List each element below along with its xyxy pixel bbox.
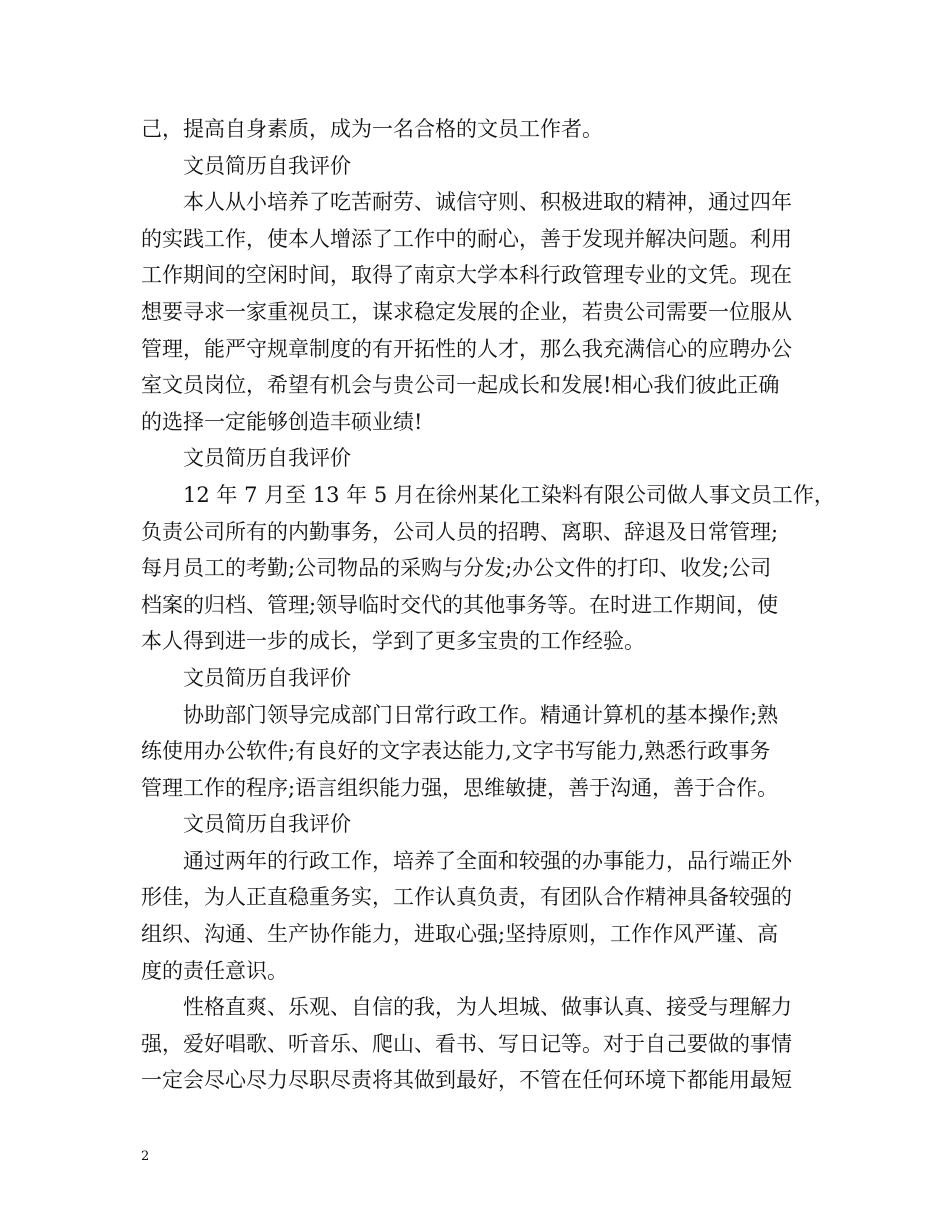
text-line: 想要寻求一家重视员工，谋求稳定发展的企业，若贵公司需要一位服从 <box>141 299 792 324</box>
text-line: 室文员岗位，希望有机会与贵公司一起成长和发展!相心我们彼此正确 <box>141 373 780 398</box>
text-line: 每月员工的考勤;公司物品的采购与分发;办公文件的打印、收发;公司 <box>141 556 772 581</box>
text-line: 协助部门领导完成部门日常行政工作。精通计算机的基本操作;熟 <box>183 702 779 727</box>
text-line: 强，爱好唱歌、听音乐、爬山、看书、写日记等。对于自己要做的事情 <box>141 1031 792 1056</box>
text-line: 的实践工作，使本人增添了工作中的耐心，善于发现并解决问题。利用 <box>141 226 792 251</box>
text-line: 己，提高自身素质，成为一名合格的文员工作者。 <box>141 117 603 141</box>
text-line: 的选择一定能够创造丰硕业绩! <box>141 409 423 434</box>
text-line: 文员简历自我评价 <box>183 446 351 471</box>
text-line: 组织、沟通、生产协作能力，进取心强;坚持原则，工作作风严谨、高 <box>141 922 779 947</box>
text-line: 档案的归档、管理;领导临时交代的其他事务等。在时进工作期间，使 <box>141 592 779 617</box>
text-line: 负责公司所有的内勤事务，公司人员的招聘、离职、辞退及日常管理; <box>141 519 779 544</box>
text-line: 性格直爽、乐观、自信的我，为人坦城、做事认真、接受与理解力 <box>183 995 792 1020</box>
text-line: 度的责任意识。 <box>141 958 288 983</box>
text-line: 形佳，为人正直稳重务实，工作认真负责，有团队合作精神具备较强的 <box>141 885 792 910</box>
text-line: 本人从小培养了吃苦耐劳、诚信守则、积极进取的精神，通过四年 <box>183 190 792 215</box>
text-line: 管理工作的程序;语言组织能力强，思维敏捷，善于沟通，善于合作。 <box>141 775 779 800</box>
text-line: 一定会尽心尽力尽职尽责将其做到最好，不管在任何环境下都能用最短 <box>141 1068 792 1093</box>
text-line: 本人得到进一步的成长，学到了更多宝贵的工作经验。 <box>141 629 645 654</box>
text-line: 12 年 7 月至 13 年 5 月在徐州某化工染料有限公司做人事文员工作， <box>183 482 835 507</box>
document-body <box>141 111 835 1099</box>
text-line: 通过两年的行政工作，培养了全面和较强的办事能力，品行端正外 <box>183 848 792 873</box>
text-line: 练使用办公软件;有良好的文字表达能力,文字书写能力,熟悉行政事务 <box>141 739 771 764</box>
text-line: 文员简历自我评价 <box>183 665 351 690</box>
text-line: 工作期间的空闲时间，取得了南京大学本科行政管理专业的文凭。现在 <box>141 263 792 288</box>
text-line: 文员简历自我评价 <box>183 812 351 837</box>
text-line: 管理，能严守规章制度的有开拓性的人才，那么我充满信心的应聘办公 <box>141 336 792 361</box>
text-line: 文员简历自我评价 <box>183 153 351 178</box>
page-number: 2 <box>141 1149 150 1164</box>
